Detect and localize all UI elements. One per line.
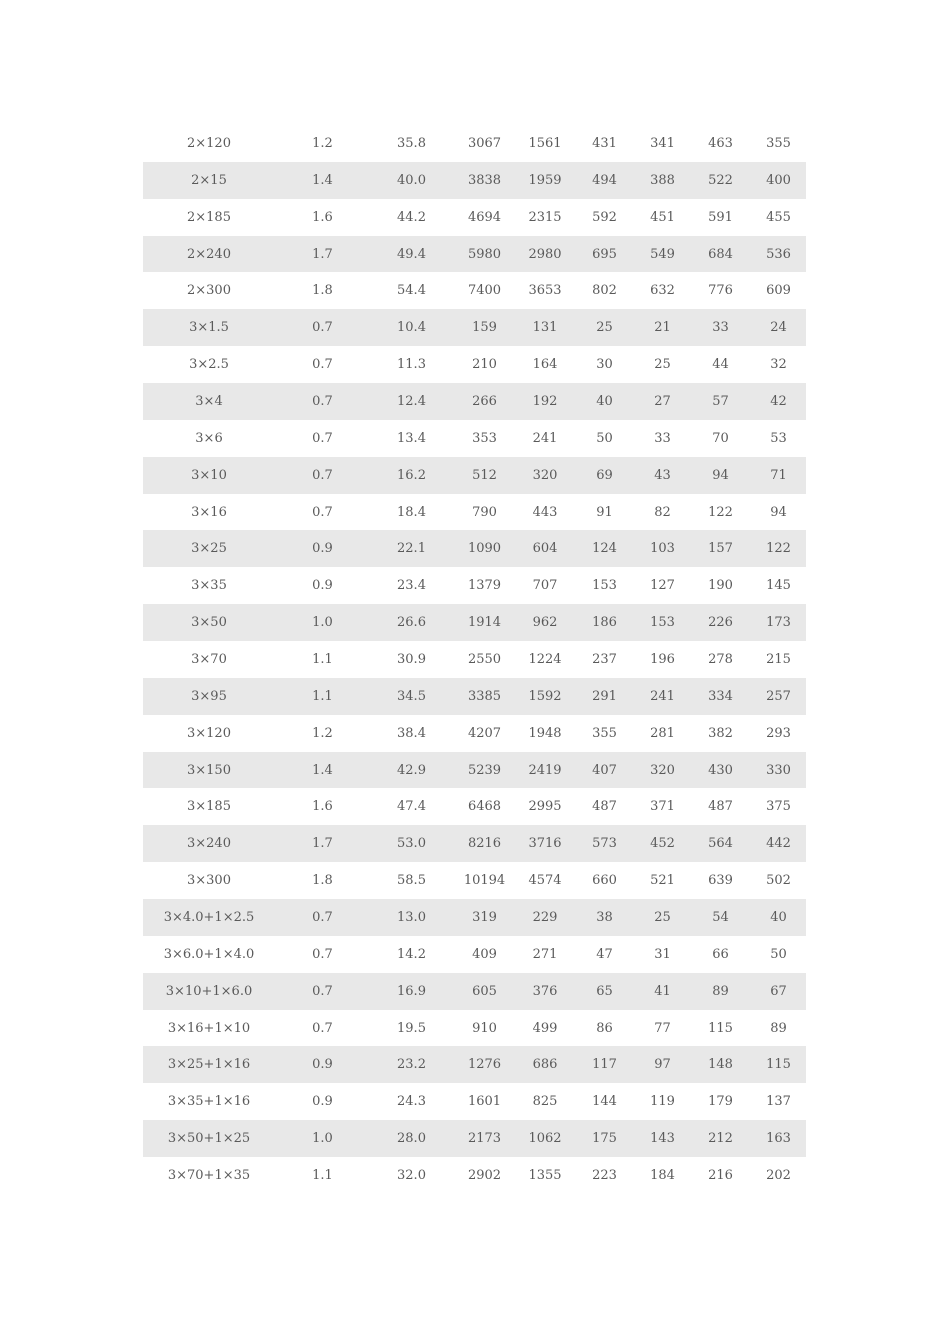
cell-value-4: 707: [532, 578, 558, 594]
cell-value-7: 179: [708, 1094, 733, 1110]
cell-value-3: 512: [453, 457, 516, 494]
cell-value-2: 30.9: [397, 651, 426, 667]
cell-value-4: 241: [532, 430, 558, 446]
cell-value-4: 1592: [516, 678, 574, 715]
cell-value-3: 266: [453, 383, 516, 420]
cell-value-3: 409: [472, 946, 497, 962]
cell-value-3: 2173: [453, 1120, 516, 1157]
cell-value-8: 122: [751, 530, 806, 567]
cell-value-3: 3385: [453, 678, 516, 715]
cell-value-5: 50: [596, 430, 613, 446]
cell-value-2: 16.2: [370, 457, 453, 494]
cell-value-5: 355: [592, 725, 617, 741]
cell-value-5: 65: [574, 973, 635, 1010]
cell-value-3: 8216: [453, 825, 516, 862]
cell-value-2: 24.3: [397, 1094, 426, 1110]
cell-value-7: 684: [690, 236, 751, 273]
cell-value-4: 443: [532, 504, 558, 520]
table-row: [143, 1157, 806, 1194]
cell-value-8: 502: [766, 873, 791, 889]
cell-specification: 2×240: [143, 236, 275, 273]
cell-value-6: 320: [635, 752, 690, 789]
cell-value-2: 34.5: [370, 678, 453, 715]
table-row: [143, 825, 806, 862]
cell-value-1: 0.7: [275, 309, 370, 346]
cell-value-6: 103: [635, 530, 690, 567]
cell-value-7: 54: [690, 899, 751, 936]
cell-value-1: 1.2: [312, 135, 333, 151]
cell-value-7: 487: [708, 799, 733, 815]
cell-value-5: 291: [574, 678, 635, 715]
cell-value-4: 320: [516, 457, 574, 494]
cell-specification: 3×95: [143, 678, 275, 715]
cell-specification: 3×150: [143, 752, 275, 789]
cell-value-6: 127: [650, 578, 675, 594]
table-row: [143, 1083, 806, 1120]
cell-value-7: 334: [690, 678, 751, 715]
cell-value-1: 1.2: [312, 725, 333, 741]
cell-value-7: 226: [690, 604, 751, 641]
cell-value-6: 143: [635, 1120, 690, 1157]
cell-value-2: 44.2: [397, 209, 426, 225]
cell-value-4: 3716: [516, 825, 574, 862]
cell-value-6: 33: [654, 430, 671, 446]
cell-value-3: 5239: [453, 752, 516, 789]
cell-value-3: 2902: [467, 1167, 502, 1183]
cell-value-2: 40.0: [370, 162, 453, 199]
cell-value-2: 23.2: [370, 1046, 453, 1083]
cell-value-7: 190: [708, 578, 733, 594]
cell-value-2: 26.6: [370, 604, 453, 641]
cell-value-1: 1.8: [312, 873, 333, 889]
cell-value-4: 1224: [528, 651, 562, 667]
cell-value-3: 10194: [463, 873, 506, 889]
cell-value-7: 639: [708, 873, 733, 889]
cell-value-8: 89: [770, 1020, 787, 1036]
cell-value-1: 0.9: [312, 578, 333, 594]
cell-value-7: 57: [690, 383, 751, 420]
cell-value-1: 1.0: [275, 1120, 370, 1157]
cell-value-8: 215: [766, 651, 791, 667]
table-row: [143, 678, 806, 715]
cell-value-7: 591: [708, 209, 733, 225]
cell-value-5: 237: [592, 651, 617, 667]
cell-value-2: 53.0: [370, 825, 453, 862]
cell-value-8: 293: [766, 725, 791, 741]
cell-value-6: 341: [650, 135, 675, 151]
cell-value-1: 0.7: [312, 357, 333, 373]
cell-value-7: 70: [712, 430, 729, 446]
cell-value-8: 173: [751, 604, 806, 641]
cell-value-8: 609: [766, 283, 791, 299]
cell-value-8: 115: [751, 1046, 806, 1083]
cell-value-6: 388: [635, 162, 690, 199]
cell-value-3: 790: [472, 504, 497, 520]
cell-value-6: 25: [635, 899, 690, 936]
table-row: [143, 1120, 806, 1157]
cell-value-4: 2419: [516, 752, 574, 789]
table-row: [143, 899, 806, 936]
cell-specification: 3×10+1×6.0: [143, 973, 275, 1010]
cell-value-8: 455: [766, 209, 791, 225]
cell-value-2: 18.4: [397, 504, 426, 520]
cell-specification: 2×15: [143, 162, 275, 199]
cell-value-4: 1062: [516, 1120, 574, 1157]
cell-value-1: 0.9: [312, 1094, 333, 1110]
table-row: [143, 752, 806, 789]
cell-value-6: 632: [650, 283, 675, 299]
cell-value-5: 494: [574, 162, 635, 199]
cell-value-8: 24: [751, 309, 806, 346]
cell-value-6: 43: [635, 457, 690, 494]
cell-value-3: 605: [453, 973, 516, 1010]
cell-value-8: 330: [751, 752, 806, 789]
table-row: [143, 236, 806, 273]
cell-value-1: 1.0: [275, 604, 370, 641]
cell-value-7: 89: [690, 973, 751, 1010]
cell-value-3: 3067: [467, 135, 502, 151]
table-body: [143, 125, 806, 1194]
cell-value-6: 153: [635, 604, 690, 641]
cell-value-8: 442: [751, 825, 806, 862]
table-row: [143, 641, 806, 678]
cell-specification: 3×120: [187, 725, 231, 741]
cell-value-2: 16.9: [370, 973, 453, 1010]
cell-specification: 3×50+1×25: [143, 1120, 275, 1157]
cell-value-3: 1090: [453, 530, 516, 567]
cell-value-5: 573: [574, 825, 635, 862]
cell-value-2: 19.5: [397, 1020, 426, 1036]
cell-value-8: 375: [766, 799, 791, 815]
cell-value-1: 1.6: [312, 209, 333, 225]
cell-value-2: 38.4: [397, 725, 426, 741]
cell-specification: 3×4: [143, 383, 275, 420]
table-row: [143, 346, 806, 383]
cell-value-5: 592: [592, 209, 617, 225]
table-row: [143, 457, 806, 494]
cell-value-6: 27: [635, 383, 690, 420]
cell-value-7: 430: [690, 752, 751, 789]
table-row: [143, 420, 806, 457]
cell-value-8: 40: [751, 899, 806, 936]
cell-specification: 3×185: [187, 799, 231, 815]
cell-value-7: 44: [712, 357, 729, 373]
cable-spec-table: [143, 125, 806, 1194]
cell-value-2: 13.4: [397, 430, 426, 446]
cell-value-8: 32: [770, 357, 787, 373]
cell-value-7: 278: [708, 651, 733, 667]
cell-value-8: 400: [751, 162, 806, 199]
cell-value-7: 564: [690, 825, 751, 862]
cell-value-5: 223: [592, 1167, 617, 1183]
cell-value-5: 153: [592, 578, 617, 594]
cell-specification: 3×35: [191, 578, 227, 594]
cell-value-6: 184: [650, 1167, 675, 1183]
cell-value-5: 47: [596, 946, 613, 962]
cell-value-1: 1.1: [312, 651, 333, 667]
table-row: [143, 494, 806, 531]
table-row: [143, 973, 806, 1010]
cell-value-1: 1.1: [275, 678, 370, 715]
cell-value-3: 1379: [467, 578, 502, 594]
cell-value-5: 69: [574, 457, 635, 494]
cell-value-2: 54.4: [397, 283, 426, 299]
cell-value-7: 115: [708, 1020, 733, 1036]
cell-value-4: 2995: [528, 799, 562, 815]
cell-value-8: 145: [766, 578, 791, 594]
cell-value-5: 407: [574, 752, 635, 789]
cell-value-2: 10.4: [370, 309, 453, 346]
cell-value-4: 376: [516, 973, 574, 1010]
cell-value-5: 117: [574, 1046, 635, 1083]
cell-value-6: 452: [635, 825, 690, 862]
table-row: [143, 936, 806, 973]
cell-value-1: 0.9: [275, 530, 370, 567]
cell-value-5: 144: [592, 1094, 617, 1110]
cell-value-7: 148: [690, 1046, 751, 1083]
cell-value-6: 241: [635, 678, 690, 715]
cell-value-4: 271: [532, 946, 558, 962]
cell-value-4: 499: [532, 1020, 558, 1036]
cell-specification: 2×120: [187, 135, 231, 151]
cell-value-6: 451: [650, 209, 675, 225]
cell-value-5: 175: [574, 1120, 635, 1157]
table-row: [143, 383, 806, 420]
cell-value-5: 660: [592, 873, 617, 889]
cell-value-1: 1.1: [312, 1167, 333, 1183]
cell-value-7: 157: [690, 530, 751, 567]
cell-value-4: 2980: [516, 236, 574, 273]
table-row: [143, 1010, 806, 1047]
cell-value-6: 119: [650, 1094, 675, 1110]
table-row: [143, 162, 806, 199]
cell-value-3: 319: [453, 899, 516, 936]
cell-value-1: 0.9: [275, 1046, 370, 1083]
cell-value-4: 229: [516, 899, 574, 936]
cell-value-4: 1948: [528, 725, 562, 741]
cell-specification: 3×1.5: [143, 309, 275, 346]
cell-value-7: 94: [690, 457, 751, 494]
cell-value-2: 32.0: [397, 1167, 426, 1183]
cell-specification: 3×16+1×10: [167, 1020, 251, 1036]
cell-value-8: 355: [766, 135, 791, 151]
cell-specification: 3×300: [187, 873, 231, 889]
cell-value-7: 382: [708, 725, 733, 741]
cell-value-3: 210: [472, 357, 497, 373]
cell-value-5: 91: [596, 504, 613, 520]
cell-value-4: 1355: [528, 1167, 562, 1183]
cell-value-4: 825: [532, 1094, 558, 1110]
cell-value-5: 86: [596, 1020, 613, 1036]
cell-value-8: 67: [751, 973, 806, 1010]
cell-value-1: 1.6: [312, 799, 333, 815]
cell-specification: 3×70: [191, 651, 227, 667]
cell-value-8: 71: [751, 457, 806, 494]
table-row: [143, 125, 806, 162]
cell-value-4: 2315: [528, 209, 562, 225]
cell-value-5: 431: [592, 135, 617, 151]
cell-value-7: 66: [712, 946, 729, 962]
table-row: [143, 862, 806, 899]
cell-value-3: 1914: [453, 604, 516, 641]
cell-value-6: 549: [635, 236, 690, 273]
cell-value-1: 0.7: [275, 383, 370, 420]
cell-value-2: 11.3: [397, 357, 426, 373]
cell-value-7: 122: [708, 504, 733, 520]
cell-value-6: 41: [635, 973, 690, 1010]
table-row: [143, 199, 806, 236]
cell-value-8: 50: [770, 946, 787, 962]
cell-value-7: 522: [690, 162, 751, 199]
cell-value-1: 0.7: [312, 504, 333, 520]
cell-value-2: 14.2: [397, 946, 426, 962]
cell-value-8: 536: [751, 236, 806, 273]
cell-value-2: 42.9: [370, 752, 453, 789]
cell-value-6: 371: [650, 799, 675, 815]
cell-value-1: 1.4: [275, 162, 370, 199]
cell-value-6: 196: [650, 651, 675, 667]
cell-value-4: 604: [516, 530, 574, 567]
cell-value-7: 216: [708, 1167, 733, 1183]
table-row: [143, 715, 806, 752]
cell-value-6: 82: [654, 504, 671, 520]
cell-value-3: 353: [472, 430, 497, 446]
cell-value-5: 25: [574, 309, 635, 346]
cell-value-1: 1.7: [275, 825, 370, 862]
cell-value-6: 31: [654, 946, 671, 962]
cell-value-6: 77: [654, 1020, 671, 1036]
table-row: [143, 530, 806, 567]
cell-value-2: 13.0: [370, 899, 453, 936]
cell-value-6: 281: [650, 725, 675, 741]
cell-value-3: 159: [453, 309, 516, 346]
cell-value-7: 212: [690, 1120, 751, 1157]
table-row: [143, 788, 806, 825]
cell-value-1: 0.7: [275, 899, 370, 936]
cell-value-1: 0.7: [275, 973, 370, 1010]
cell-value-3: 1276: [453, 1046, 516, 1083]
table-row: [143, 604, 806, 641]
cell-value-5: 802: [592, 283, 617, 299]
cell-value-8: 94: [770, 504, 787, 520]
table-row: [143, 1046, 806, 1083]
cell-value-2: 58.5: [397, 873, 426, 889]
cell-specification: 3×70+1×35: [167, 1167, 251, 1183]
cell-value-2: 12.4: [370, 383, 453, 420]
cell-specification: 3×6: [195, 430, 223, 446]
cell-value-4: 164: [532, 357, 558, 373]
cell-value-8: 137: [766, 1094, 791, 1110]
cell-value-4: 1561: [528, 135, 562, 151]
table-row: [143, 309, 806, 346]
cell-value-6: 21: [635, 309, 690, 346]
cell-value-5: 124: [574, 530, 635, 567]
cell-specification: 3×2.5: [189, 357, 229, 373]
cell-value-4: 4574: [528, 873, 562, 889]
cell-specification: 3×25+1×16: [143, 1046, 275, 1083]
cell-value-7: 33: [690, 309, 751, 346]
cell-value-3: 2550: [467, 651, 502, 667]
cell-value-7: 463: [708, 135, 733, 151]
cell-value-4: 1959: [516, 162, 574, 199]
cell-value-2: 28.0: [370, 1120, 453, 1157]
cell-value-3: 1601: [467, 1094, 502, 1110]
cell-value-2: 35.8: [397, 135, 426, 151]
cell-value-2: 23.4: [397, 578, 426, 594]
cell-value-4: 686: [516, 1046, 574, 1083]
cell-specification: 3×10: [143, 457, 275, 494]
cell-value-4: 962: [516, 604, 574, 641]
cell-value-8: 42: [751, 383, 806, 420]
cell-value-2: 47.4: [397, 799, 426, 815]
cell-value-4: 192: [516, 383, 574, 420]
cell-value-1: 0.7: [312, 430, 333, 446]
cell-value-2: 49.4: [370, 236, 453, 273]
cell-value-6: 97: [635, 1046, 690, 1083]
cell-value-5: 695: [574, 236, 635, 273]
cell-value-1: 1.4: [275, 752, 370, 789]
cell-value-3: 3838: [453, 162, 516, 199]
table-row: [143, 567, 806, 604]
cell-specification: 3×50: [143, 604, 275, 641]
cell-value-8: 53: [770, 430, 787, 446]
cell-specification: 2×300: [187, 283, 231, 299]
cell-value-3: 6468: [467, 799, 502, 815]
cell-value-3: 4694: [467, 209, 502, 225]
cell-specification: 2×185: [187, 209, 231, 225]
cell-value-3: 910: [472, 1020, 497, 1036]
table-row: [143, 272, 806, 309]
cell-value-5: 487: [592, 799, 617, 815]
cable-spec-table-container: [143, 125, 806, 1194]
cell-value-8: 163: [751, 1120, 806, 1157]
cell-value-5: 40: [574, 383, 635, 420]
cell-specification: 3×16: [191, 504, 227, 520]
cell-value-1: 0.7: [312, 1020, 333, 1036]
cell-value-1: 0.7: [275, 457, 370, 494]
cell-value-3: 5980: [453, 236, 516, 273]
cell-specification: 3×240: [143, 825, 275, 862]
cell-specification: 3×35+1×16: [167, 1094, 251, 1110]
cell-value-5: 186: [574, 604, 635, 641]
cell-value-3: 4207: [467, 725, 502, 741]
cell-value-5: 30: [596, 357, 613, 373]
cell-value-5: 38: [574, 899, 635, 936]
cell-value-6: 521: [650, 873, 675, 889]
cell-value-8: 257: [751, 678, 806, 715]
cell-value-1: 1.8: [312, 283, 333, 299]
cell-value-4: 131: [516, 309, 574, 346]
cell-value-2: 22.1: [370, 530, 453, 567]
cell-value-1: 1.7: [275, 236, 370, 273]
cell-value-1: 0.7: [312, 946, 333, 962]
cell-specification: 3×25: [143, 530, 275, 567]
cell-value-4: 3653: [528, 283, 562, 299]
cell-specification: 3×6.0+1×4.0: [163, 946, 255, 962]
cell-value-7: 776: [708, 283, 733, 299]
cell-value-8: 202: [766, 1167, 791, 1183]
cell-specification: 3×4.0+1×2.5: [143, 899, 275, 936]
cell-value-6: 25: [654, 357, 671, 373]
cell-value-3: 7400: [467, 283, 502, 299]
